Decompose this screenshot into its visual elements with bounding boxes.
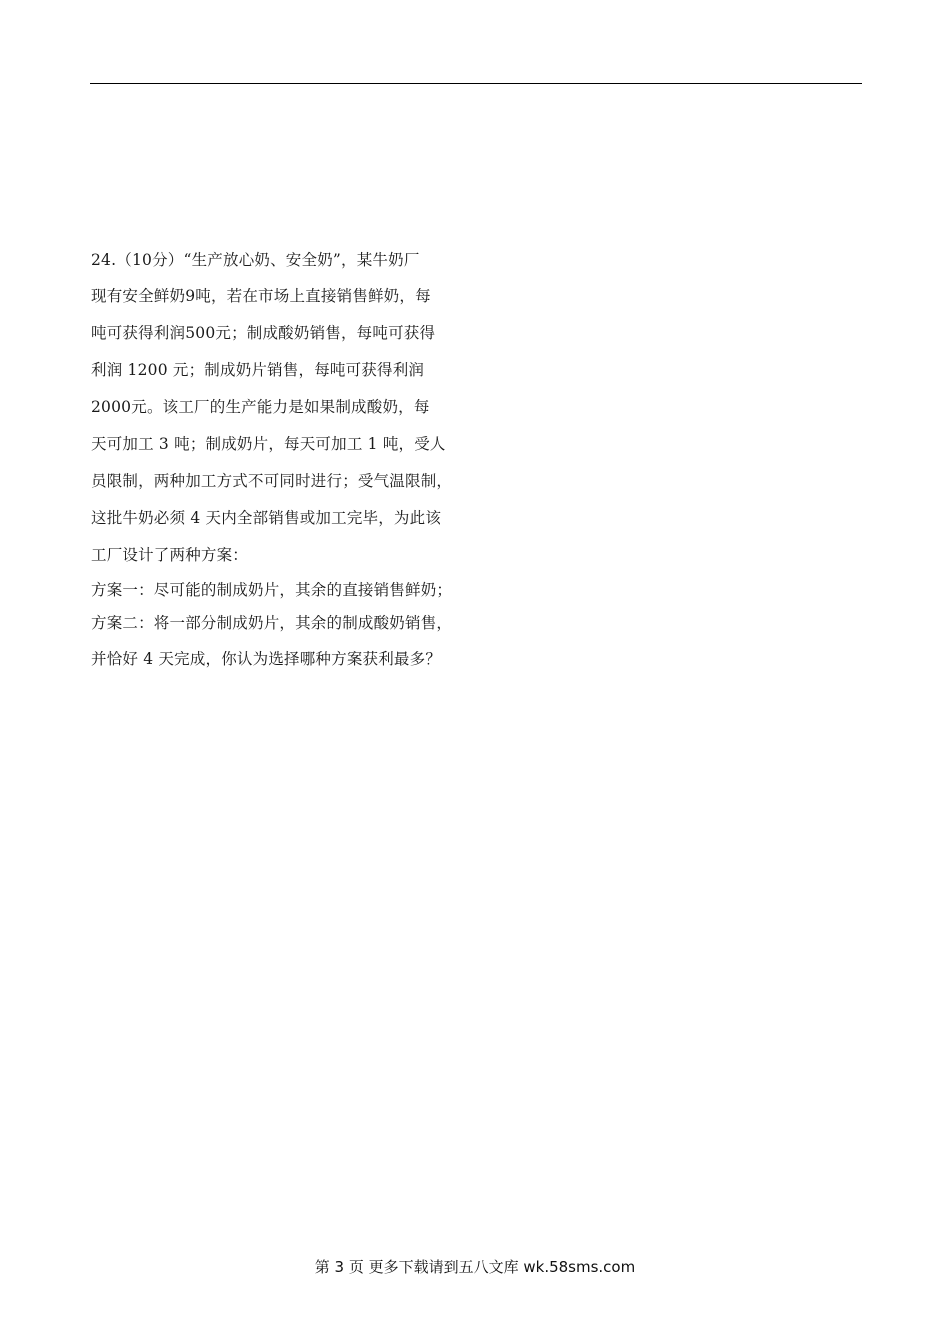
page-footer: 第 3 页 更多下载请到五八文库 wk.58sms.com bbox=[314, 1258, 636, 1276]
problem-line: 2000元。该工厂的生产能力是如果制成酸奶，每 bbox=[91, 398, 430, 416]
problem-line: 方案一：尽可能的制成奶片，其余的直接销售鲜奶； bbox=[91, 581, 453, 599]
header-rule bbox=[90, 83, 862, 84]
problem-line: 并恰好 4 天完成，你认为选择哪种方案获利最多？ bbox=[91, 650, 442, 668]
problem-line: 这批牛奶必须 4 天内全部销售或加工完毕，为此该 bbox=[91, 509, 442, 527]
problem-line: 方案二：将一部分制成奶片，其余的制成酸奶销售， bbox=[91, 614, 453, 632]
problem-line: 吨可获得利润500元；制成酸奶销售，每吨可获得 bbox=[91, 324, 436, 342]
problem-line: 利润 1200 元；制成奶片销售，每吨可获得利润 bbox=[91, 361, 425, 379]
problem-line: 工厂设计了两种方案： bbox=[91, 546, 249, 564]
problem-line: 员限制，两种加工方式不可同时进行；受气温限制， bbox=[91, 472, 453, 490]
problem-line: 24.（10分）“生产放心奶、安全奶”，某牛奶厂 bbox=[91, 251, 420, 269]
problem-line: 天可加工 3 吨；制成奶片，每天可加工 1 吨，受人 bbox=[91, 435, 446, 453]
problem-line: 现有安全鲜奶9吨，若在市场上直接销售鲜奶，每 bbox=[91, 287, 431, 305]
